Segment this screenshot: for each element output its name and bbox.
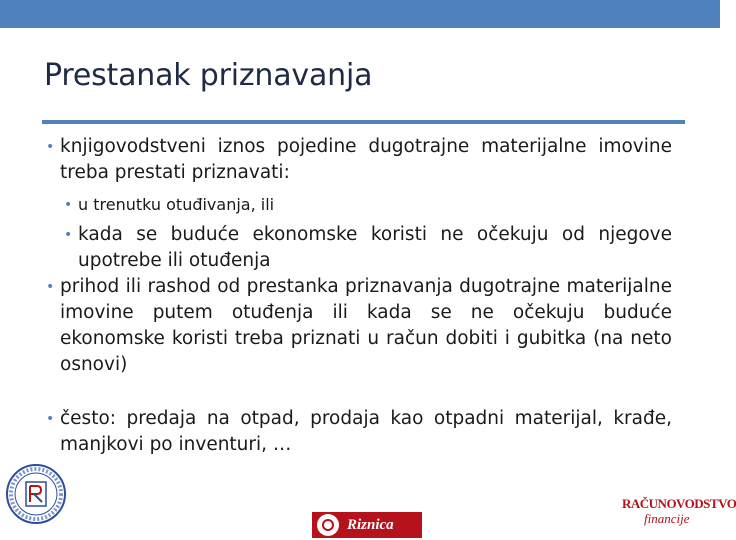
bullet-3: • često: predaja na otpad, prodaja kao otpadni materijal, krađe, manjkovi po inventuri, … xyxy=(42,406,672,458)
slide-content xyxy=(42,134,672,458)
bullet-1: • knjigovodstveni iznos pojedine dugotrajne materijalne imovine treba prestati priznavati: xyxy=(42,134,672,186)
association-seal-logo xyxy=(4,462,68,526)
riznica-logo xyxy=(312,512,422,538)
bullet-2: • prihod ili rashod od prestanka priznavanja dugotrajne materijalne imovine putem otuđenja ili kada se ne očekuju buduće ekonomske koristi treba priznati u račun dobiti i gubitka (na neto osnovi) xyxy=(42,274,672,378)
riznica-logo-text: Riznica xyxy=(347,516,394,533)
sub-bullet-1: • u trenutku otuđivanja, ili xyxy=(42,192,672,218)
sub-bullet-2: • kada se buduće ekonomske koristi ne očekuju od njegove upotrebe ili otuđenja xyxy=(42,222,672,274)
racunovodstvo-logo-line2: financije xyxy=(644,511,690,526)
riznica-emblem-icon xyxy=(317,514,339,536)
header-band xyxy=(0,0,720,28)
title-divider xyxy=(42,120,685,124)
slide-title: Prestanak priznavanja xyxy=(44,58,373,93)
racunovodstvo-logo xyxy=(622,496,736,536)
racunovodstvo-logo-line1: RAČUNOVODSTVO xyxy=(622,496,736,511)
